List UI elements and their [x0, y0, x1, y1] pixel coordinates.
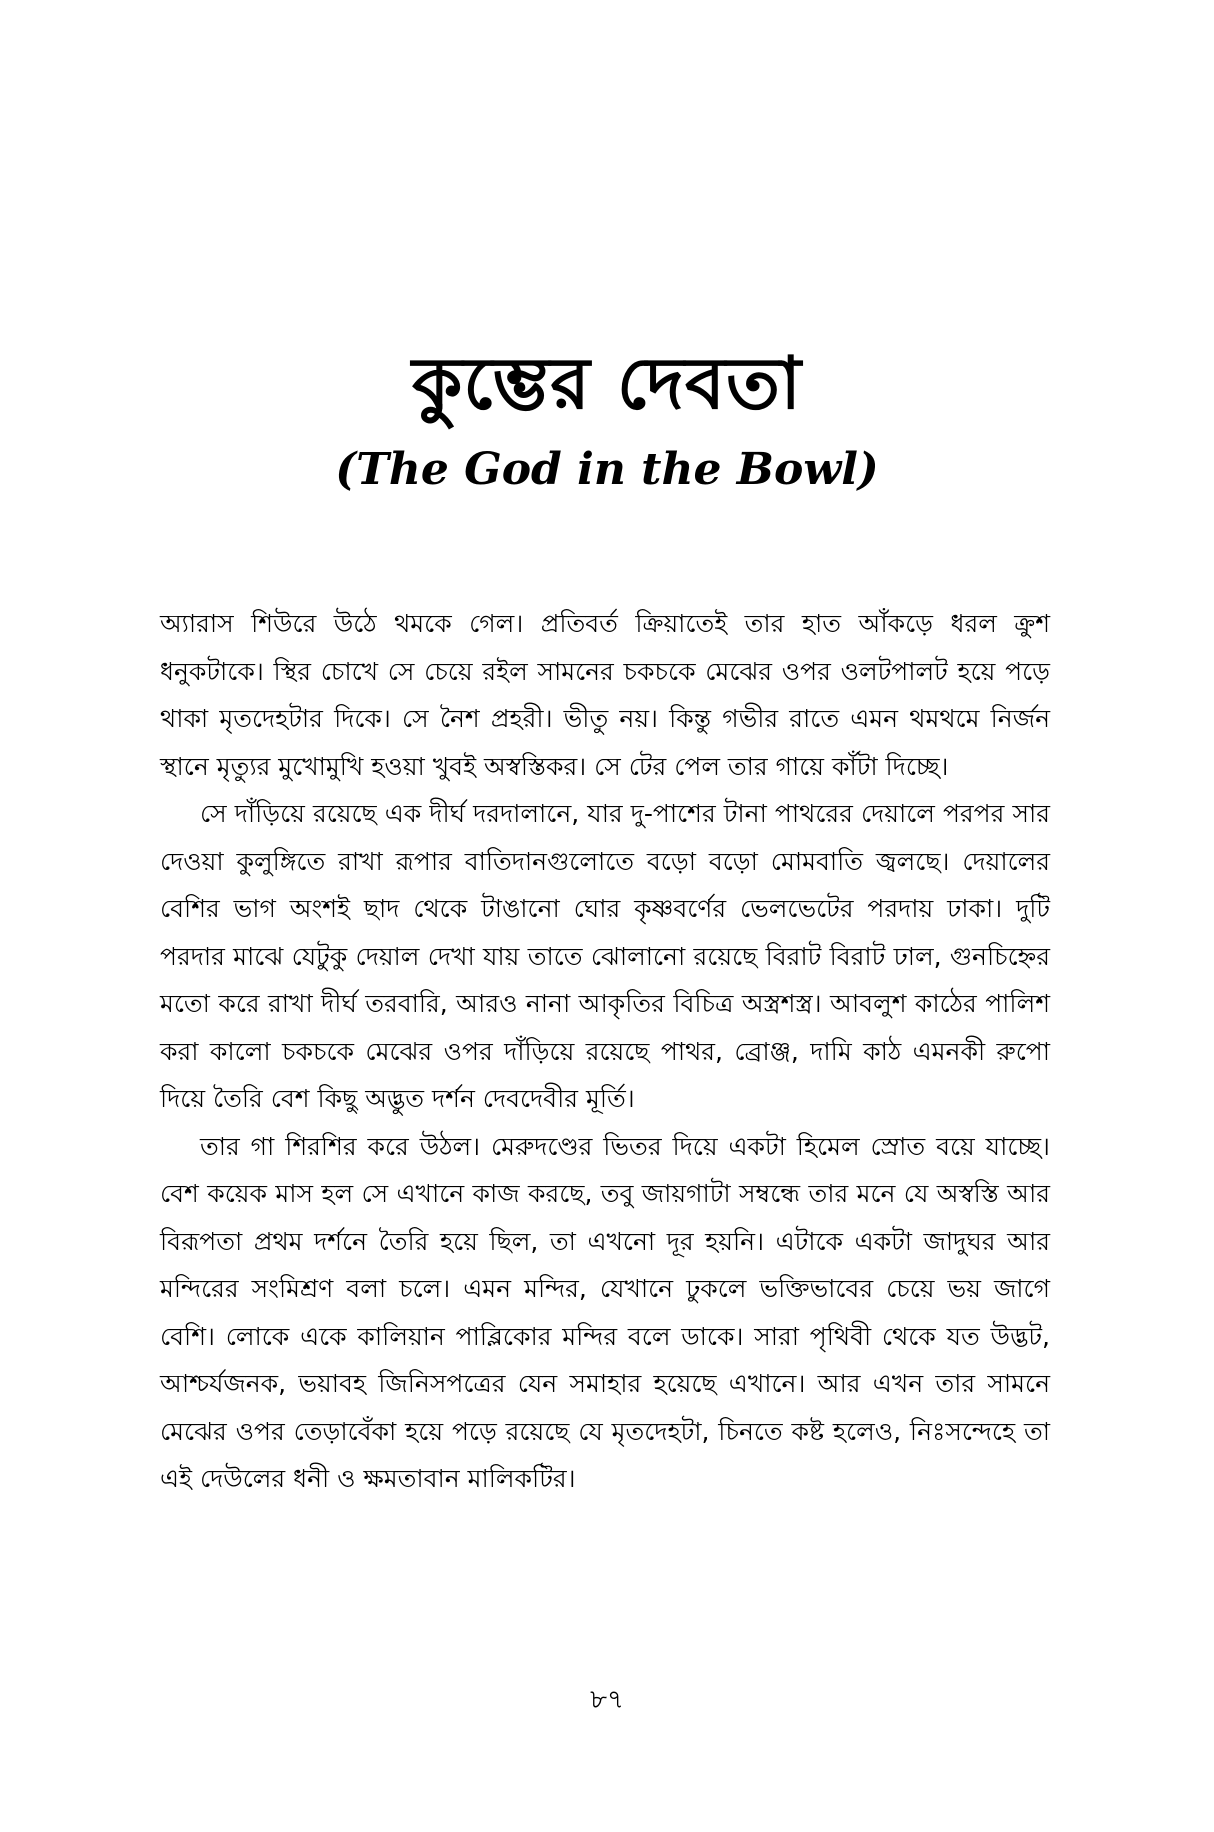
paragraph-1: অ্যারাস শিউরে উঠে থমকে গেল। প্রতিবর্ত ক্রিয়াতেই তার হাত আঁকড়ে ধরল ক্রুশ ধনুকটাকে। স্থির চোখে সে চেয়ে রইল সামনের চকচকে মেঝের ওপর ওলটপালট হয়ে পড়ে থাকা মৃতদেহটার দিকে। সে নৈশ প্রহরী। ভীতু নয়। কিন্তু গভীর রাতে এমন থমথমে নির্জন স্থানে মৃত্যুর মুখোমুখি হওয়া খুবই অস্বস্তিকর। সে টের পেল তার গায়ে কাঁটা দিচ্ছে।: [160, 609, 1050, 781]
chapter-body: [160, 600, 1050, 1503]
chapter-title: কুম্ভের দেবতা: [412, 341, 802, 425]
chapter-subtitle: (The God in the Bowl): [335, 444, 879, 495]
paragraph-3: তার গা শিরশির করে উঠল। মেরুদণ্ডের ভিতর দিয়ে একটা হিমেল স্রোত বয়ে যাচ্ছে। বেশ কয়েক মাস হল সে এখানে কাজ করছে, তবু জায়গাটা সম্বন্ধে তার মনে যে অস্বস্তি আর বিরূপতা প্রথম দর্শনে তৈরি হয়ে ছিল, তা এখনো দূর হয়নি। এটাকে একটা জাদুঘর আর মন্দিরের সংমিশ্রণ বলা চলে। এমন মন্দির, যেখানে ঢুকলে ভক্তিভাবের চেয়ে ভয় জাগে বেশি। লোকে একে কালিয়ান পাব্লিকোর মন্দির বলে ডাকে। সারা পৃথিবী থেকে যত উদ্ভট, আশ্চর্যজনক, ভয়াবহ জিনিসপত্রের যেন সমাহার হয়েছে এখানে। আর এখন তার সামনে মেঝের ওপর তেড়াবেঁকা হয়ে পড়ে রয়েছে যে মৃতদেহটা, চিনতে কষ্ট হলেও, নিঃসন্দেহে তা এই দেউলের ধনী ও ক্ষমতাবান মালিকটির।: [160, 1131, 1050, 1493]
page-number: ৮৭: [590, 1685, 624, 1715]
paragraph-2: সে দাঁড়িয়ে রয়েছে এক দীর্ঘ দরদালানে, যার দু-পাশের টানা পাথরের দেয়ালে পরপর সার দেওয়া কুলুঙ্গিতে রাখা রূপার বাতিদানগুলোতে বড়ো বড়ো মোমবাতি জ্বলছে। দেয়ালের বেশির ভাগ অংশই ছাদ থেকে টাঙানো ঘোর কৃষ্ণবর্ণের ভেলভেটের পরদায় ঢাকা। দুটি পরদার মাঝে যেটুকু দেয়াল দেখা যায় তাতে ঝোলানো রয়েছে বিরাট বিরাট ঢাল, গুনচিহ্নের মতো করে রাখা দীর্ঘ তরবারি, আরও নানা আকৃতির বিচিত্র অস্ত্রশস্ত্র। আবলুশ কাঠের পালিশ করা কালো চকচকে মেঝের ওপর দাঁড়িয়ে রয়েছে পাথর, ব্রোঞ্জ, দামি কাঠ এমনকী রুপো দিয়ে তৈরি বেশ কিছু অদ্ভুত দর্শন দেবদেবীর মূর্তি।: [160, 799, 1050, 1113]
